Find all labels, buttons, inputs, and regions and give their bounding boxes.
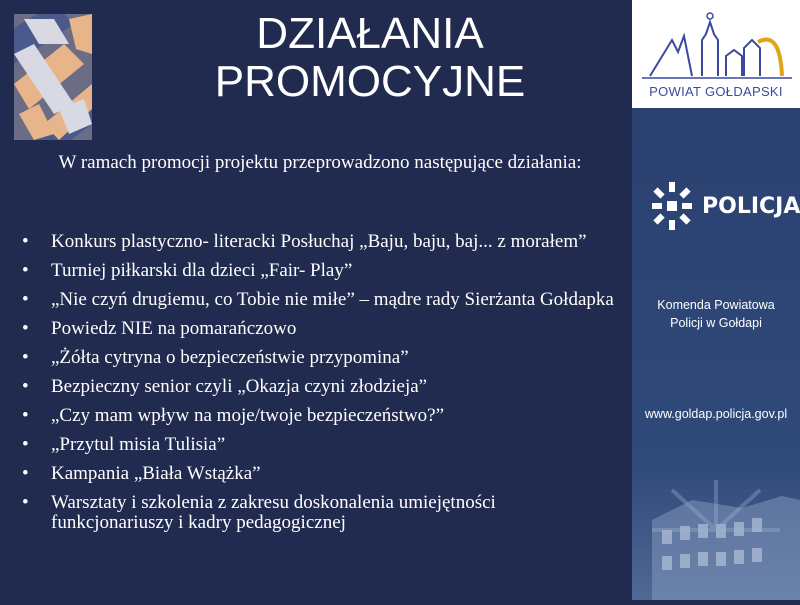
list-item: [22, 377, 622, 397]
bullet-text: „Przytul misia Tulisia”: [51, 434, 226, 455]
komenda-line2: Policji w Gołdapi: [670, 316, 762, 330]
powiat-label: POWIAT GOŁDAPSKI: [649, 84, 783, 99]
bullet-dot: •: [22, 289, 29, 310]
bullet-dot: •: [22, 376, 29, 397]
bullet-text: Kampania „Biała Wstążka”: [51, 463, 261, 484]
komenda-text: [632, 296, 800, 332]
puzzle-hands-logo: [14, 14, 92, 140]
komenda-line1: Komenda Powiatowa: [657, 298, 775, 312]
policja-label: POLICJA: [702, 194, 800, 219]
list-item: [22, 348, 622, 368]
bullet-text: Warsztaty i szkolenia z zakresu doskonalenia umiejętności funkcjonariuszy i kadry pedagogicznej: [51, 492, 496, 533]
slide-title: DZIAŁANIA PROMOCYJNE: [214, 9, 526, 106]
list-item: [22, 435, 622, 455]
bullet-dot: •: [22, 318, 29, 339]
bullet-text: „Żółta cytryna o bezpieczeństwie przypomina”: [51, 347, 409, 368]
list-item: [22, 261, 622, 281]
bullet-dot: •: [22, 405, 29, 426]
bullet-text: Powiedz NIE na pomarańczowo: [51, 318, 297, 339]
list-item: [22, 406, 622, 426]
bullet-text: Konkurs plastyczno- literacki Posłuchaj „Baju, baju, baj... z morałem”: [51, 231, 587, 252]
policja-star-icon: [650, 180, 694, 232]
policja-logo: [650, 180, 800, 232]
list-item: [22, 464, 622, 484]
bullet-dot: •: [22, 231, 29, 252]
bullet-dot: •: [22, 492, 29, 513]
bullet-text: „Czy mam wpływ na moje/twoje bezpieczeństwo?”: [51, 405, 445, 426]
bullet-dot: •: [22, 260, 29, 281]
website-link[interactable]: www.goldap.policja.gov.pl: [644, 407, 788, 421]
list-item: [22, 232, 622, 252]
list-item: [22, 290, 622, 310]
intro-text: W ramach promocji projektu przeprowadzono następujące działania:: [58, 152, 582, 173]
bullet-dot: •: [22, 347, 29, 368]
bullet-dot: •: [22, 463, 29, 484]
list-item: [22, 319, 622, 339]
bullet-text: Turniej piłkarski dla dzieci „Fair- Play”: [51, 260, 353, 281]
list-item: [22, 493, 622, 533]
powiat-goldapski-logo: [632, 0, 800, 108]
police-building-image: [632, 460, 800, 600]
bullet-text: Bezpieczny senior czyli „Okazja czyni złodzieja”: [51, 376, 428, 397]
bullet-list: [22, 232, 622, 542]
bullet-dot: •: [22, 434, 29, 455]
bullet-text: „Nie czyń drugiemu, co Tobie nie miłe” – mądre rady Sierżanta Gołdapka: [51, 289, 614, 310]
